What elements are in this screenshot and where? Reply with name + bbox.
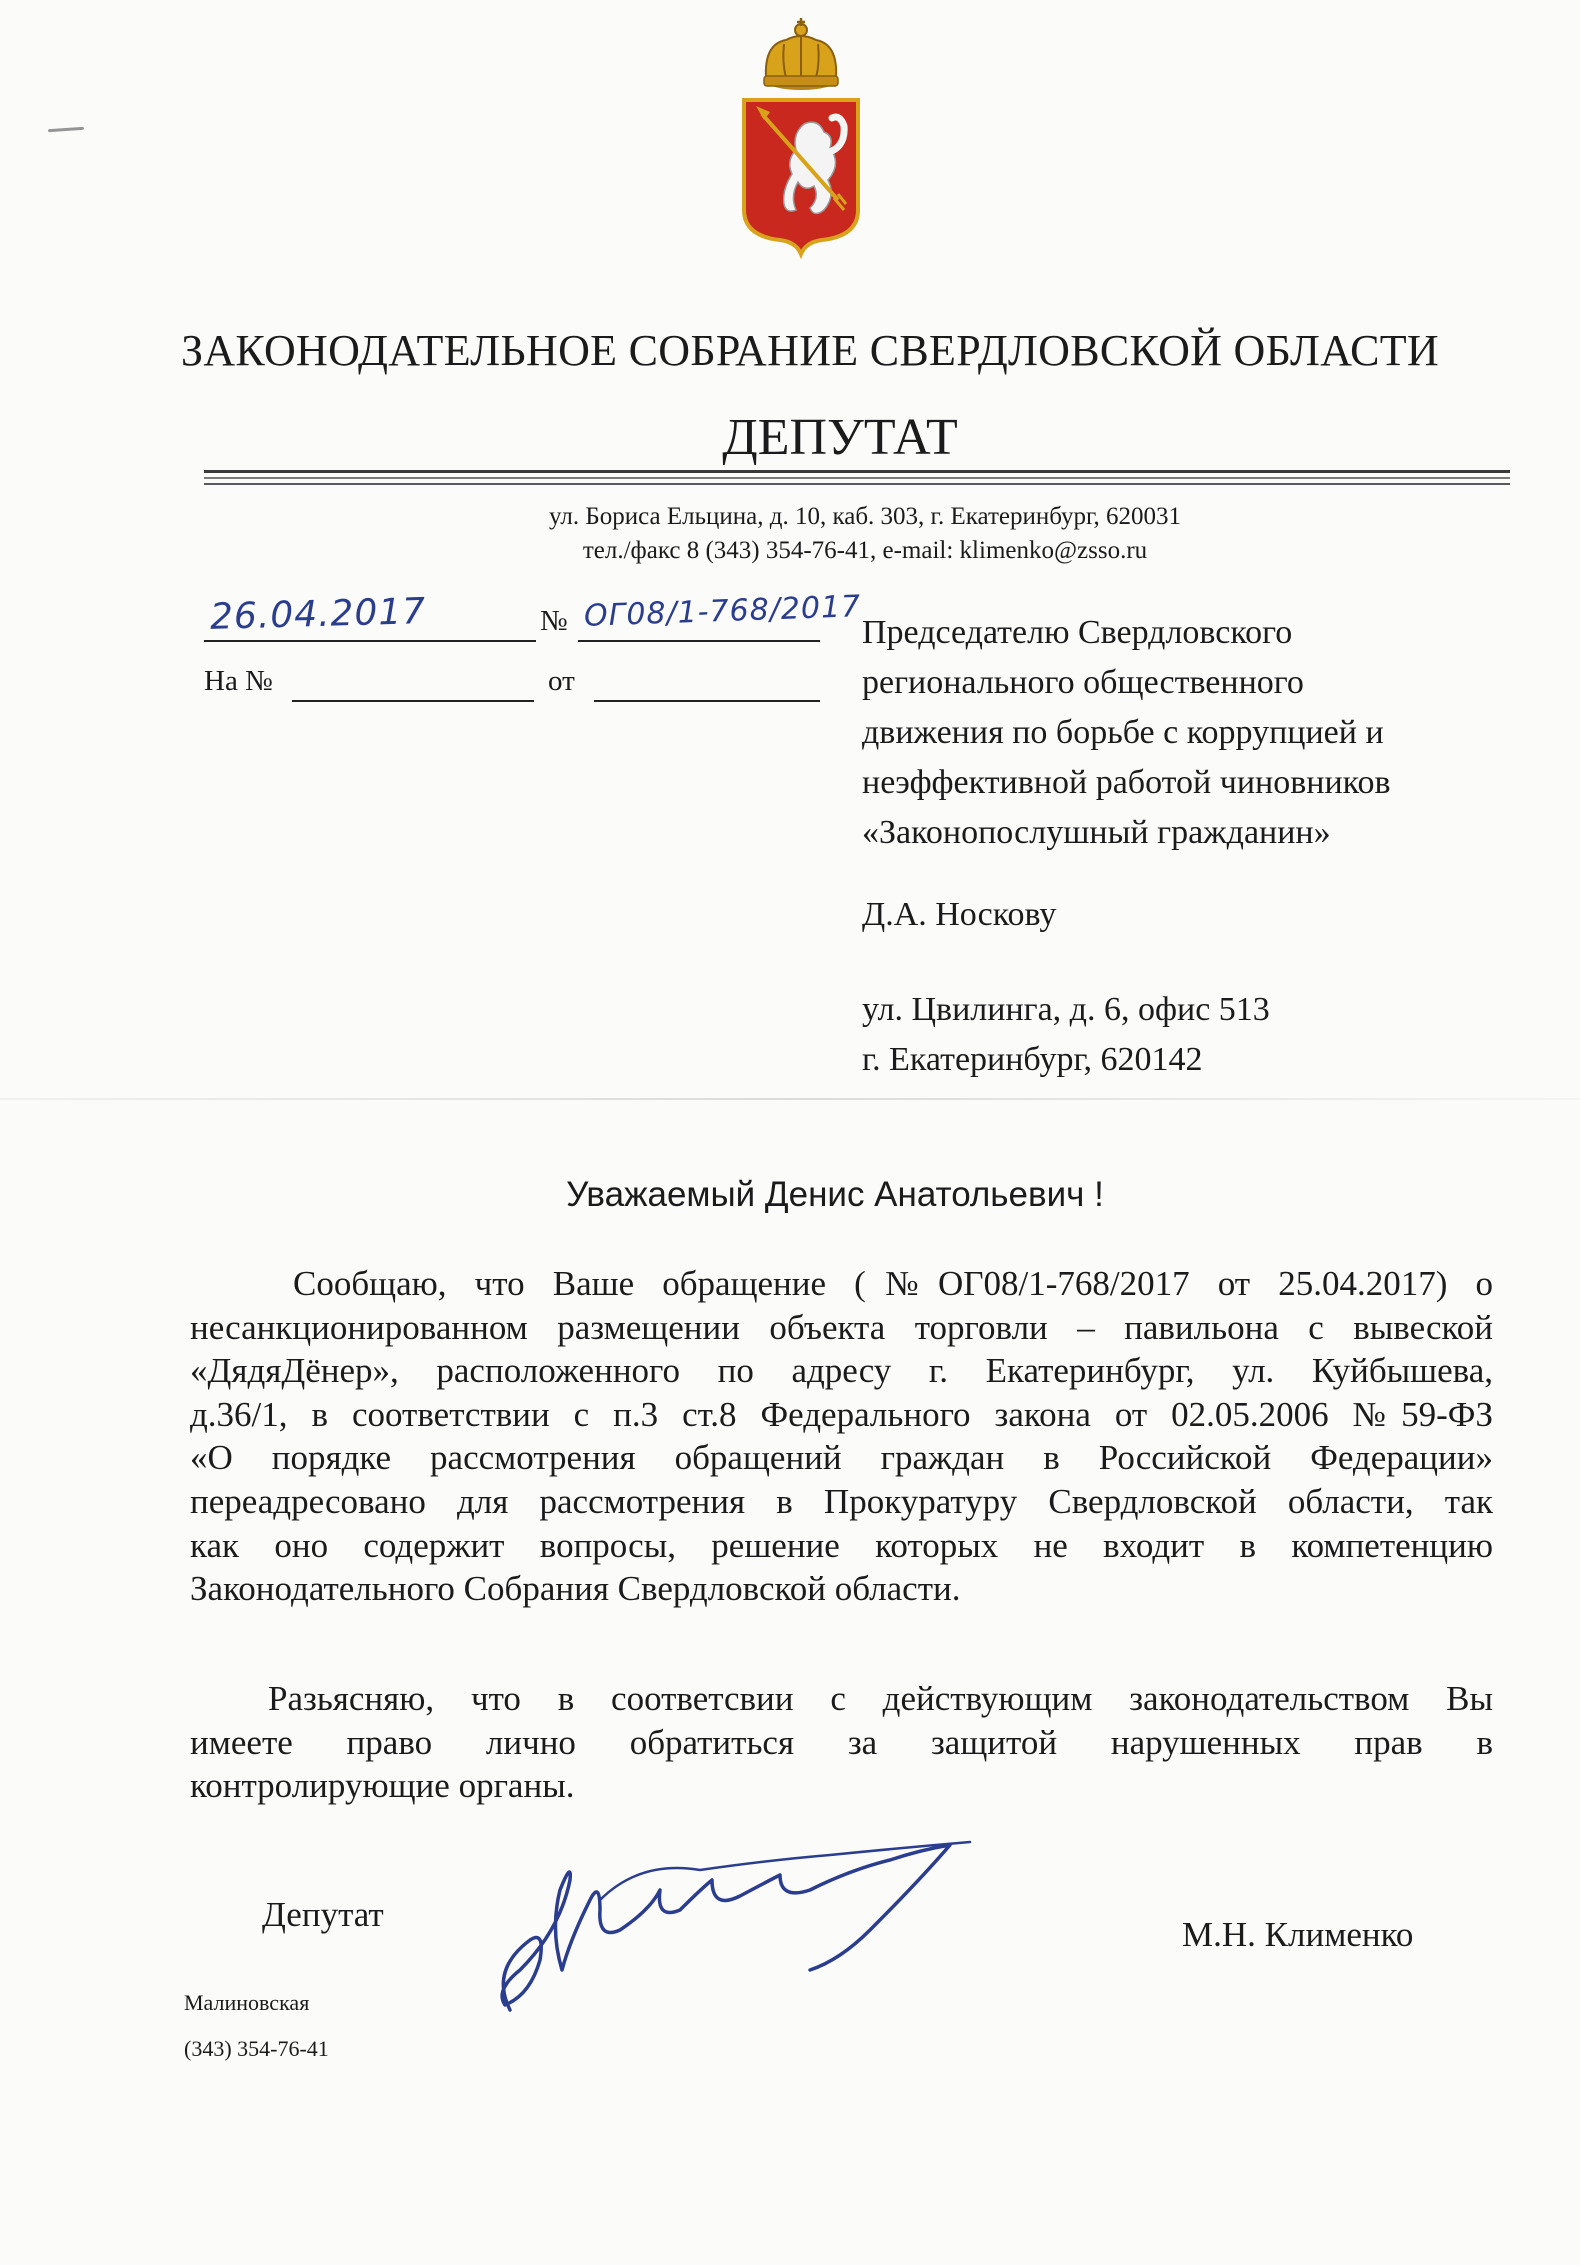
sender-contacts: тел./факс 8 (343) 354-76-41, e-mail: klimenko@zsso.ru [582,537,1148,564]
body-paragraph-1 [190,1262,1493,1611]
addressee-address-line: г. Екатеринбург, 620142 [862,1041,1203,1078]
scan-speck [48,127,84,133]
signatory-name: М.Н. Клименко [1182,1915,1414,1954]
addressee-block [862,608,1542,858]
registration-number: ОГ08/1-768/2017 [583,589,862,634]
date-underline [204,640,536,642]
paragraph-line: переадресовано для рассмотрения в Прокуратуру Свердловской области, так [190,1481,1493,1521]
addressee-address-line: ул. Цвилинга, д. 6, офис 513 [862,991,1270,1028]
number-underline [578,640,820,642]
signatory-role: Депутат [262,1895,384,1934]
executor-name: Малиновская [184,1990,310,2015]
addressee-address [862,985,1270,1085]
handwritten-signature [450,1820,1050,2030]
in-reply-label: На № [204,665,273,697]
organization-name: ЗАКОНОДАТЕЛЬНОЕ СОБРАНИЕ СВЕРДЛОВСКОЙ ОБЛАСТИ [180,326,1439,375]
addressee-line: Председателю Свердловского [862,614,1293,651]
sverdlovsk-coat-of-arms-icon [726,14,876,262]
body-paragraph-2 [190,1677,1493,1808]
from-label: от [548,665,575,697]
number-label: № [540,605,568,637]
paragraph-line: Сообщаю, что Ваше обращение (№ОГ08/1-768/2017 от 25.04.2017) о [293,1264,1493,1303]
paragraph-line: как оно содержит вопросы, решение которых не входит в компетенцию [190,1525,1493,1565]
paragraph-line: несанкционированном размещении объекта торговли – павильона с вывеской [190,1307,1493,1347]
paragraph-line: Разьясняю, что в соответсвии с действующим законодательством Вы [268,1679,1493,1718]
paragraph-line: «ДядяДёнер», расположенного по адресу г. Екатеринбург, ул. Куйбышева, [190,1351,1493,1391]
paper-fold [0,1098,1580,1100]
paragraph-line: д.36/1, в соответствии с п.3 ст.8 Федерального закона от 02.05.2006 №59-ФЗ [190,1394,1493,1434]
paragraph-line: имеете право лично обратиться за защитой нарушенных прав в [190,1722,1493,1762]
header-rule-top [204,470,1510,473]
header-rule-middle [204,477,1510,479]
letterhead-title: ДЕПУТАТ [722,409,958,466]
sender-address: ул. Бориса Ельцина, д. 10, каб. 303, г. Екатеринбург, 620031 [549,503,1181,530]
paragraph-line: Законодательного Собрания Свердловской области. [190,1569,961,1609]
salutation: Уважаемый Денис Анатольевич ! [566,1175,1104,1214]
registration-date: 26.04.2017 [209,591,427,638]
addressee-line: регионального общественного [862,664,1304,701]
executor-phone: (343) 354-76-41 [184,2036,329,2061]
header-rule-bottom [204,483,1510,485]
addressee-line: неэффективной работой чиновников [862,764,1391,801]
addressee-line: «Законопослушный гражданин» [862,814,1331,851]
addressee-line: движения по борьбе с коррупцией и [862,714,1384,751]
paragraph-line: «О порядке рассмотрения обращений граждан в Российской Федерации» [190,1438,1493,1478]
from-underline [594,700,820,702]
addressee-name: Д.А. Носкову [862,896,1057,933]
in-reply-underline [292,700,534,702]
paragraph-line: контролирующие органы. [190,1766,575,1806]
